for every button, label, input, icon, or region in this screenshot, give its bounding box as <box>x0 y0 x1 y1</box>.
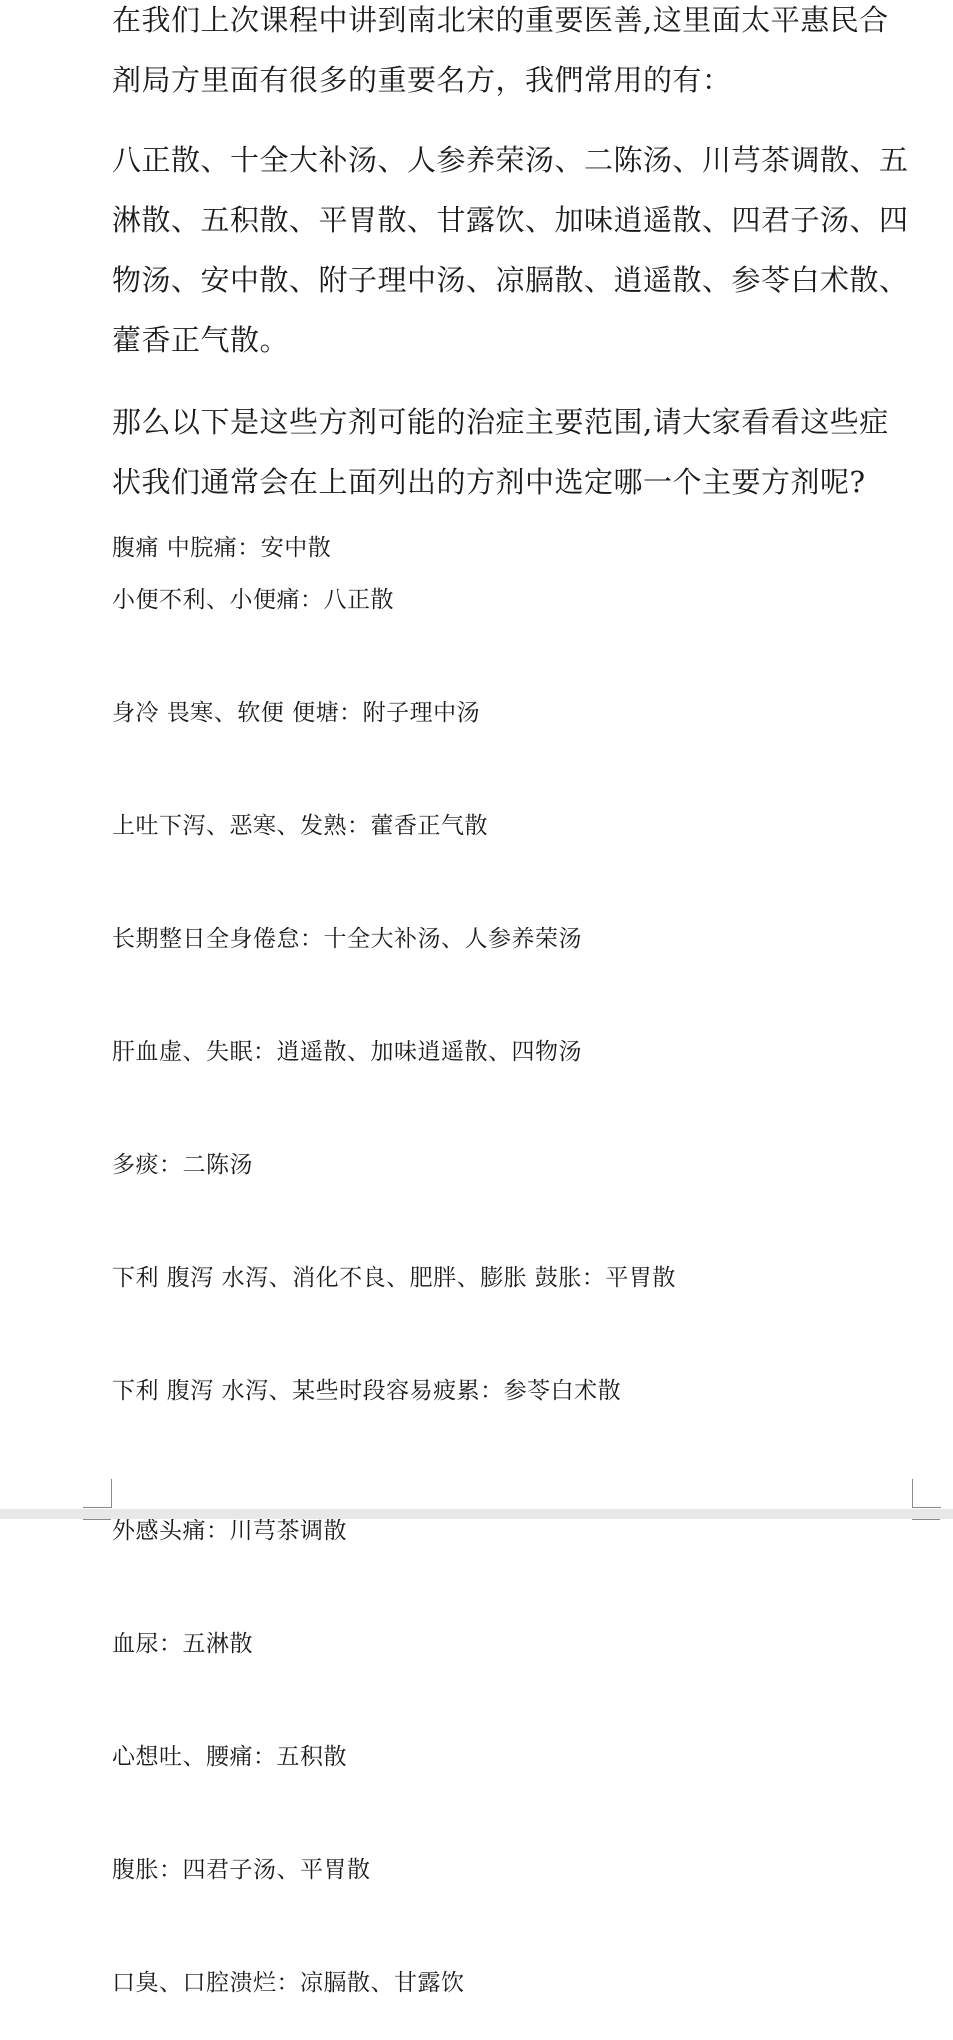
intro-paragraph-2-block <box>112 130 912 370</box>
symptom-item: 血尿：五淋散 <box>112 1631 253 1657</box>
symptom-item: 多痰：二陈汤 <box>112 1152 253 1178</box>
page-1-bottom-right-margin-mark <box>912 1479 941 1508</box>
formula-list-paragraph: 八正散、十全大补汤、人参养荣汤、二陈汤、川芎茶调散、五淋散、五积散、平胃散、甘露饮、加味逍遥散、四君子汤、四物汤、安中散、附子理中汤、凉膈散、逍遥散、参苓白术散、藿香正气散。 <box>112 143 909 357</box>
symptom-item: 肝血虚、失眠：逍遥散、加味逍遥散、四物汤 <box>112 1039 582 1065</box>
symptom-item: 长期整日全身倦怠：十全大补汤、人参养荣汤 <box>112 926 582 952</box>
symptom-item: 上吐下泻、恶寒、发熟：藿香正气散 <box>112 813 488 839</box>
symptom-item: 小便不利、小便痛：八正散 <box>112 587 394 613</box>
question-paragraph: 那么以下是这些方剂可能的治症主要范围,请大家看看这些症状我们通常会在上面列出的方剂中选定哪一个主要方剂呢? <box>112 405 889 499</box>
symptom-item: 心想吐、腰痛：五积散 <box>112 1744 347 1770</box>
symptom-item: 腹胀：四君子汤、平胃散 <box>112 1857 371 1883</box>
page-2-top-right-margin-mark <box>912 1519 940 1521</box>
symptom-item: 腹痛 中脘痛：安中散 <box>112 535 332 561</box>
page-2-top-left-margin-mark <box>83 1519 111 1521</box>
document-page-2 <box>0 1519 953 2040</box>
symptom-item: 身冷 畏寒、软便 便塘：附子理中汤 <box>112 700 481 726</box>
page-1-bottom-left-margin-mark <box>83 1479 112 1508</box>
symptom-item: 外感头痛：川芎茶调散 <box>112 1519 347 1544</box>
intro-paragraph-3-block <box>112 392 912 512</box>
symptom-item: 下利 腹泻 水泻、某些时段容易疲累：参苓白术散 <box>112 1378 622 1404</box>
intro-paragraph-1-block <box>112 0 912 110</box>
symptom-item: 下利 腹泻 水泻、消化不良、肥胖、膨胀 鼓胀：平胃散 <box>112 1265 676 1291</box>
intro-paragraph-1: 在我们上次课程中讲到南北宋的重要医善,这里面太平惠民合剤局方里面有很多的重要名方，我們常用的有： <box>112 3 889 97</box>
symptom-item: 口臭、口腔溃烂：凉膈散、甘露饮 <box>112 1970 465 1996</box>
